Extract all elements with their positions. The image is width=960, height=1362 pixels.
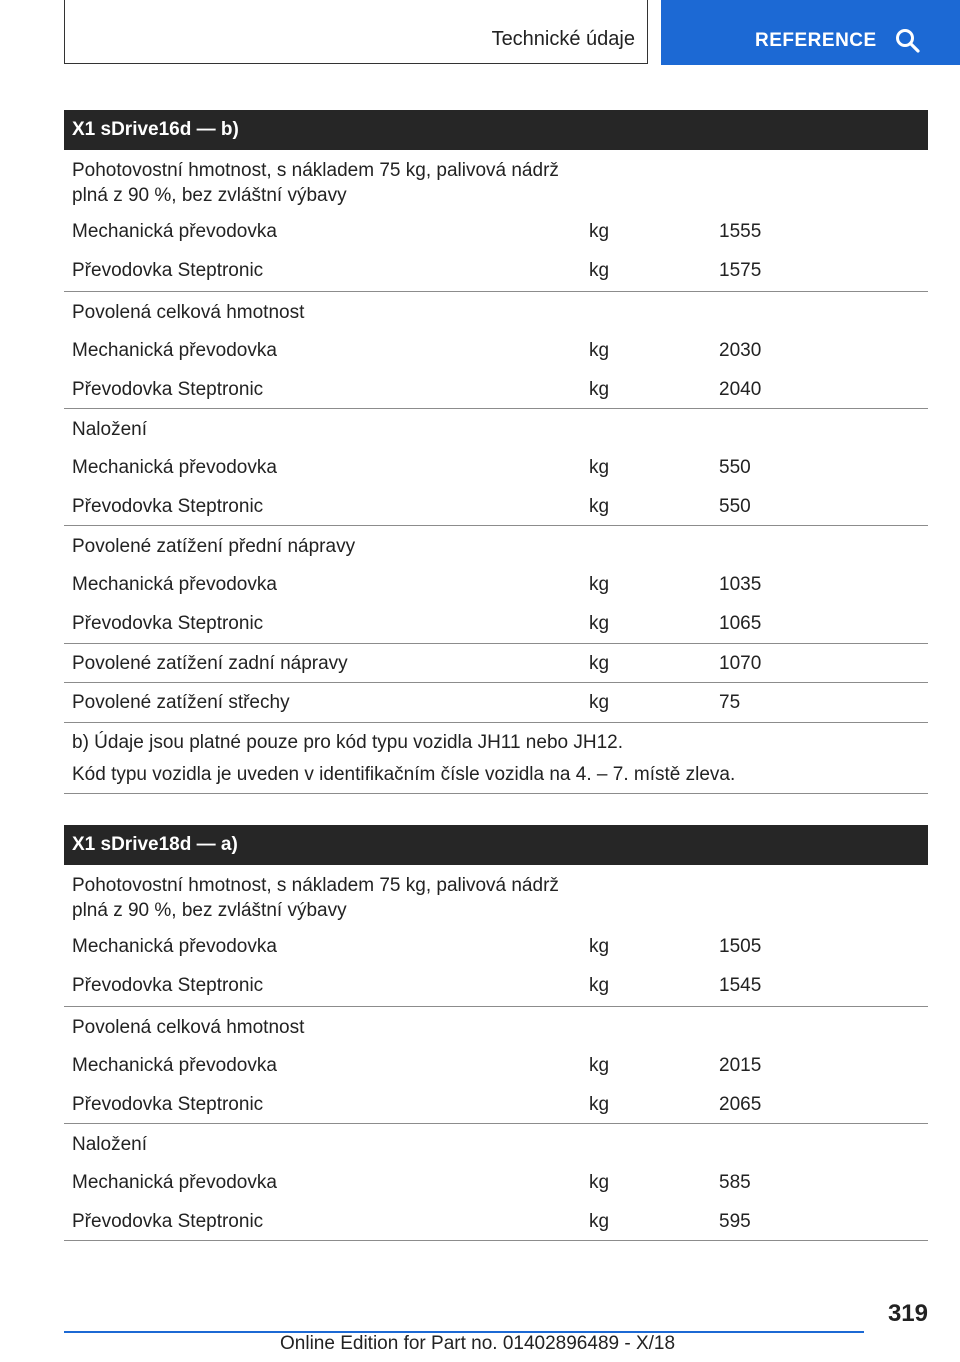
table-row <box>64 448 928 487</box>
row-label: Převodovka Steptronic <box>72 260 264 281</box>
footnote-text: Kód typu vozidla je uveden v identifikačním čísle vozidla na 4. – 7. místě zleva. <box>72 764 736 785</box>
table-row <box>64 212 928 251</box>
table-row <box>64 1202 928 1241</box>
row-value: 2065 <box>719 1094 762 1115</box>
row-label: Převodovka Steptronic <box>72 496 264 517</box>
table-row <box>64 331 928 370</box>
front-axle-heading <box>64 526 928 565</box>
row-value: 1065 <box>719 613 762 634</box>
row-value: 550 <box>719 457 751 478</box>
row-unit: kg <box>589 613 610 634</box>
row-label: Převodovka Steptronic <box>72 613 264 634</box>
row-label: Převodovka Steptronic <box>72 975 264 996</box>
row-unit: kg <box>589 1172 610 1193</box>
search-icon <box>895 28 921 54</box>
row-label: Povolené zatížení přední nápravy <box>72 536 356 557</box>
row-value: 585 <box>719 1172 751 1193</box>
row-unit: kg <box>589 653 610 674</box>
table-row <box>64 604 928 644</box>
row-label: Mechanická převodovka <box>72 221 277 242</box>
row-unit: kg <box>589 1055 610 1076</box>
table-row <box>64 966 928 1007</box>
row-unit: kg <box>589 496 610 517</box>
table-row <box>64 927 928 966</box>
row-value: 2040 <box>719 379 762 400</box>
table-row <box>64 487 928 526</box>
table-row <box>64 251 928 292</box>
row-value: 550 <box>719 496 751 517</box>
row-value: 1575 <box>719 260 762 281</box>
row-label: Pohotovostní hmotnost, s nákladem 75 kg, palivová nádrž <box>72 160 559 181</box>
table-row <box>64 370 928 409</box>
table-row <box>64 644 928 683</box>
footnote <box>64 723 928 794</box>
row-label: Převodovka Steptronic <box>72 379 264 400</box>
edition-text: Online Edition for Part no. 01402896489 - X/18 <box>280 1333 676 1354</box>
row-value: 1070 <box>719 653 762 674</box>
row-unit: kg <box>589 457 610 478</box>
row-label: Převodovka Steptronic <box>72 1094 264 1115</box>
row-label: plná z 90 %, bez zvláštní výbavy <box>72 185 347 206</box>
row-unit: kg <box>589 936 610 957</box>
row-value: 1505 <box>719 936 762 957</box>
table-row <box>64 683 928 723</box>
row-label: Mechanická převodovka <box>72 457 277 478</box>
row-label: Povolená celková hmotnost <box>72 302 305 323</box>
gross-weight-heading <box>64 292 928 331</box>
row-label: Mechanická převodovka <box>72 574 277 595</box>
table-row <box>64 565 928 604</box>
row-label: Naložení <box>72 1134 147 1155</box>
footnote-text: b) Údaje jsou platné pouze pro kód typu vozidla JH11 nebo JH12. <box>72 732 623 753</box>
row-label: Mechanická převodovka <box>72 936 277 957</box>
table-title: X1 sDrive16d — b) <box>64 110 928 150</box>
spec-table-sdrive16d <box>64 110 928 794</box>
row-unit: kg <box>589 692 610 713</box>
row-unit: kg <box>589 1211 610 1232</box>
row-label: Převodovka Steptronic <box>72 1211 264 1232</box>
row-unit: kg <box>589 574 610 595</box>
row-label: Mechanická převodovka <box>72 1172 277 1193</box>
row-label: Mechanická převodovka <box>72 340 277 361</box>
row-label: Naložení <box>72 419 147 440</box>
row-value: 1035 <box>719 574 762 595</box>
table-title: X1 sDrive18d — a) <box>64 825 928 865</box>
gross-weight-heading <box>64 1007 928 1046</box>
curb-weight-heading <box>64 865 928 927</box>
row-unit: kg <box>589 975 610 996</box>
row-unit: kg <box>589 340 610 361</box>
load-heading <box>64 409 928 448</box>
spec-table-sdrive18d <box>64 825 928 1241</box>
table-row <box>64 1163 928 1202</box>
row-unit: kg <box>589 221 610 242</box>
row-unit: kg <box>589 1094 610 1115</box>
curb-weight-heading <box>64 150 928 212</box>
row-value: 2015 <box>719 1055 762 1076</box>
row-label: Povolená celková hmotnost <box>72 1017 305 1038</box>
table-row <box>64 1085 928 1124</box>
row-label: Povolené zatížení střechy <box>72 692 290 713</box>
row-unit: kg <box>589 379 610 400</box>
reference-label: REFERENCE <box>755 30 877 51</box>
reference-button[interactable] <box>661 0 960 65</box>
chapter-title: Technické údaje <box>491 28 635 50</box>
load-heading <box>64 1124 928 1163</box>
row-value: 1545 <box>719 975 762 996</box>
row-label: Povolené zatížení zadní nápravy <box>72 653 348 674</box>
row-value: 2030 <box>719 340 762 361</box>
table-row <box>64 1046 928 1085</box>
row-label: plná z 90 %, bez zvláštní výbavy <box>72 900 347 921</box>
row-label: Pohotovostní hmotnost, s nákladem 75 kg, palivová nádrž <box>72 875 559 896</box>
row-label: Mechanická převodovka <box>72 1055 277 1076</box>
page-header <box>0 0 960 68</box>
chapter-box <box>64 0 648 64</box>
page-number: 319 <box>887 1300 928 1327</box>
row-value: 1555 <box>719 221 762 242</box>
row-value: 595 <box>719 1211 751 1232</box>
row-value: 75 <box>719 692 741 713</box>
row-unit: kg <box>589 260 610 281</box>
